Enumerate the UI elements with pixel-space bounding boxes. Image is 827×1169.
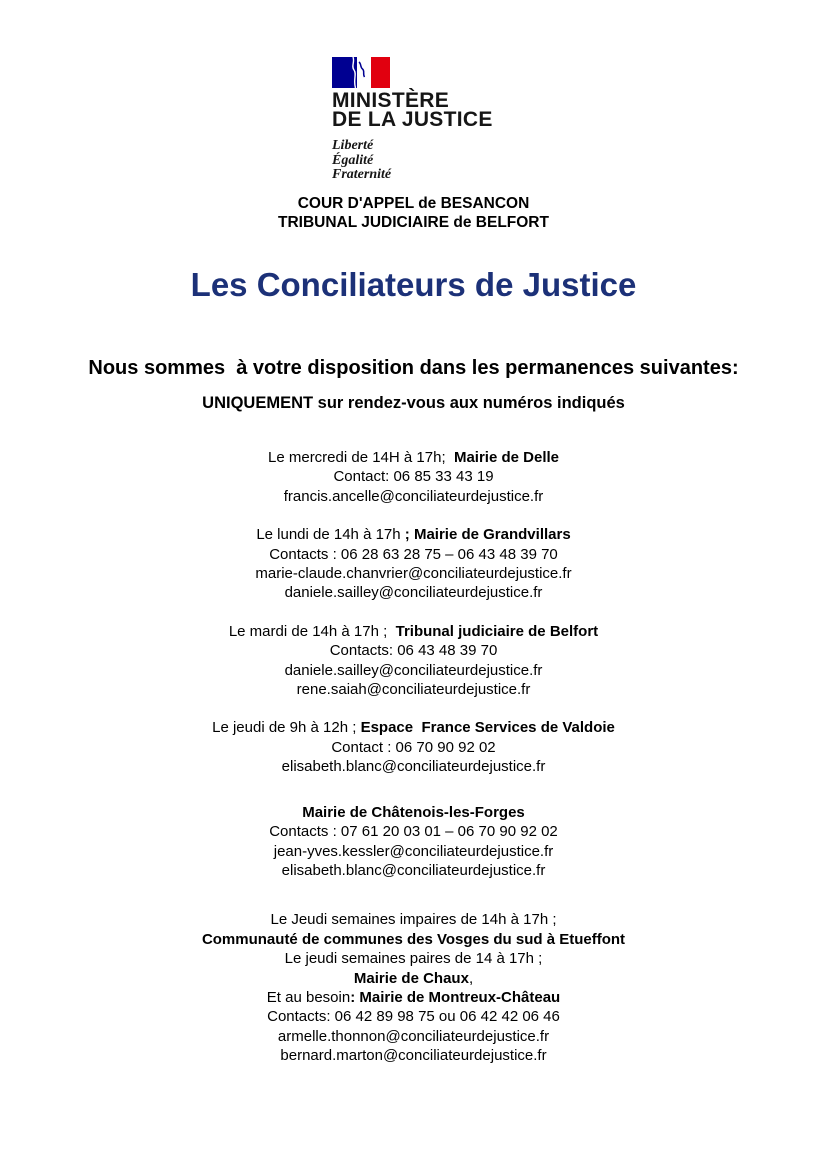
- text-segment: francis.ancelle@conciliateurdejustice.fr: [283, 487, 544, 505]
- email-line: [0, 661, 827, 680]
- email-line: [0, 757, 827, 776]
- schedule-location-line: [0, 448, 827, 467]
- ministry-name-line2: DE LA JUSTICE: [332, 108, 493, 131]
- ministry-name-line1: MINISTÈRE: [332, 89, 450, 112]
- phone-contact-line: [0, 467, 827, 486]
- location-name: ; Mairie de Grandvillars: [404, 526, 571, 544]
- intro-subline: UNIQUEMENT sur rendez-vous aux numéros indiqués: [202, 394, 625, 412]
- schedule-location-line: [0, 930, 827, 949]
- text-segment: armelle.thonnon@conciliateurdejustice.fr: [277, 1027, 550, 1045]
- permanence-block: [0, 910, 827, 1065]
- text-segment: elisabeth.blanc@conciliateurdejustice.fr: [281, 861, 546, 879]
- email-line: [0, 564, 827, 583]
- text-segment: jean-yves.kessler@conciliateurdejustice.fr: [273, 842, 554, 860]
- location-name: Espace France Services de Valdoie: [360, 719, 615, 737]
- schedule-location-line: [0, 969, 827, 988]
- flag-red-band: [371, 57, 390, 88]
- court-appeal-line: COUR D'APPEL de BESANCON: [297, 195, 530, 212]
- location-name: Mairie de Chaux: [353, 969, 469, 987]
- phone-contact-line: [0, 738, 827, 757]
- schedule-location-line: [0, 803, 827, 822]
- intro-line: Nous sommes à votre disposition dans les permanences suivantes:: [88, 357, 739, 379]
- text-segment: Contacts: 06 42 89 98 75 ou 06 42 42 06 46: [267, 1008, 560, 1026]
- text-segment: daniele.sailley@conciliateurdejustice.fr: [284, 584, 543, 602]
- ministry-name: [332, 91, 493, 129]
- text-segment: Contacts : 07 61 20 03 01 – 06 70 90 92 02: [269, 823, 558, 841]
- french-flag-marianne-icon: [332, 57, 390, 88]
- permanence-block: [0, 525, 827, 603]
- phone-contact-line: [0, 1007, 827, 1026]
- text-segment: Le Jeudi semaines impaires de 14h à 17h ;: [270, 911, 557, 929]
- text-segment: Contacts: 06 43 48 39 70: [329, 642, 498, 660]
- text-segment: rene.saiah@conciliateurdejustice.fr: [296, 681, 531, 699]
- text-segment: Le mardi de 14h à 17h ;: [228, 622, 396, 640]
- tribunal-line: TRIBUNAL JUDICIAIRE de BELFORT: [278, 214, 549, 231]
- email-line: [0, 680, 827, 699]
- motto-fraternite: Fraternité: [332, 167, 392, 182]
- permanence-block: [0, 803, 827, 881]
- page-title: Les Conciliateurs de Justice: [190, 266, 637, 303]
- permanence-block: [0, 622, 827, 700]
- motto-liberte: Liberté: [332, 138, 374, 153]
- permanence-block: [0, 448, 827, 506]
- republic-motto: [332, 139, 493, 183]
- email-line: [0, 487, 827, 506]
- location-name: Tribunal judiciaire de Belfort: [395, 622, 599, 640]
- schedule-location-line: [0, 949, 827, 968]
- location-name: Mairie de Delle: [453, 449, 559, 466]
- schedule-location-line: [0, 525, 827, 544]
- phone-contact-line: [0, 545, 827, 564]
- text-segment: Contact : 06 70 90 92 02: [331, 738, 496, 756]
- text-segment: elisabeth.blanc@conciliateurdejustice.fr: [281, 758, 546, 776]
- court-header: [0, 194, 827, 232]
- text-segment: Contacts : 06 28 63 28 75 – 06 43 48 39 70: [269, 545, 558, 563]
- schedule-location-line: [0, 988, 827, 1007]
- schedule-location-line: [0, 910, 827, 929]
- text-segment: Le lundi de 14h à 17h: [256, 526, 405, 544]
- location-name: Mairie de Châtenois-les-Forges: [302, 803, 525, 821]
- text-segment: Le jeudi semaines paires de 14 à 17h ;: [284, 950, 543, 968]
- text-segment: bernard.marton@conciliateurdejustice.fr: [280, 1047, 547, 1065]
- email-line: [0, 842, 827, 861]
- email-line: [0, 583, 827, 602]
- motto-egalite: Égalité: [332, 152, 374, 168]
- text-segment: ,: [468, 969, 474, 987]
- location-name: : Mairie de Montreux-Château: [350, 988, 561, 1006]
- text-segment: daniele.sailley@conciliateurdejustice.fr: [284, 661, 543, 679]
- text-segment: Contact: 06 85 33 43 19: [333, 468, 494, 486]
- ministry-logo: [332, 57, 493, 183]
- marianne-profile-detail: [359, 62, 365, 77]
- schedule-location-line: [0, 622, 827, 641]
- phone-contact-line: [0, 822, 827, 841]
- email-line: [0, 1046, 827, 1065]
- text-segment: Le jeudi de 9h à 12h ;: [212, 719, 361, 737]
- text-segment: Et au besoin: [266, 988, 351, 1006]
- email-line: [0, 861, 827, 880]
- phone-contact-line: [0, 641, 827, 660]
- schedule-location-line: [0, 718, 827, 737]
- text-segment: Le mercredi de 14H à 17h;: [268, 449, 454, 466]
- location-name: Communauté de communes des Vosges du sud à Etueffont: [201, 930, 626, 948]
- permanence-list: [0, 448, 827, 1085]
- email-line: [0, 1027, 827, 1046]
- permanence-block: [0, 718, 827, 776]
- text-segment: marie-claude.chanvrier@conciliateurdejustice.fr: [255, 565, 572, 583]
